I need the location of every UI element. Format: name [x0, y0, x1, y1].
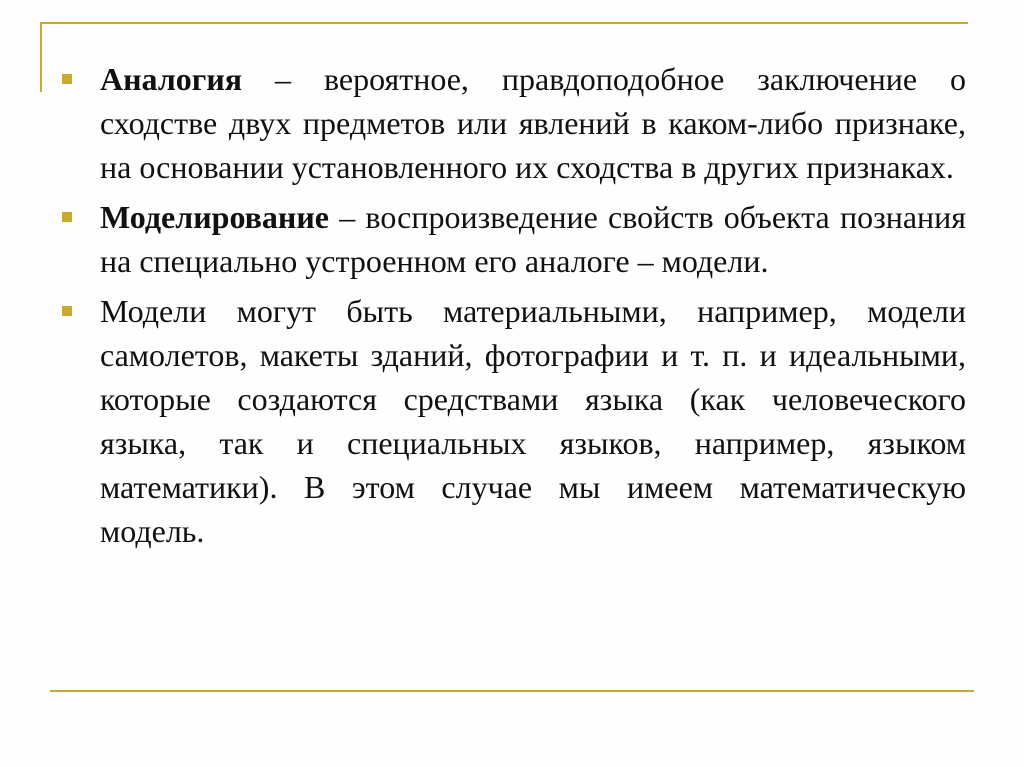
bullet-item-analogy — [62, 57, 966, 189]
bottom-divider-line — [50, 690, 974, 692]
bullet-item-modeling — [62, 195, 966, 283]
term-modeling: Моделирование — [100, 199, 329, 235]
paragraph-models: Модели могут быть материальными, например, модели самолетов, макеты зданий, фотографии и т. п. и идеальными, которые создаются средствами языка (как человеческого языка, так и специальных языков, например, языком математики). В этом случае мы имеем математическую модель. — [100, 293, 966, 549]
bullet-text — [100, 195, 966, 283]
square-bullet-icon — [62, 306, 72, 316]
top-divider-line — [40, 22, 968, 24]
slide-content — [62, 57, 966, 559]
square-bullet-icon — [62, 212, 72, 222]
bullet-text — [100, 289, 966, 553]
bullet-text — [100, 57, 966, 189]
definition-analogy: – вероятное, правдоподобное заключение о сходстве двух предметов или явлений в каком-либо признаке, на основании установленного их сходства в других признаках. — [100, 61, 966, 185]
definition-modeling: – воспроизведение свойств объекта познания на специально устроенном его аналоге – модели. — [100, 199, 966, 279]
term-analogy: Аналогия — [100, 61, 243, 97]
bullet-item-models — [62, 289, 966, 553]
left-accent-line — [40, 22, 42, 92]
square-bullet-icon — [62, 74, 72, 84]
